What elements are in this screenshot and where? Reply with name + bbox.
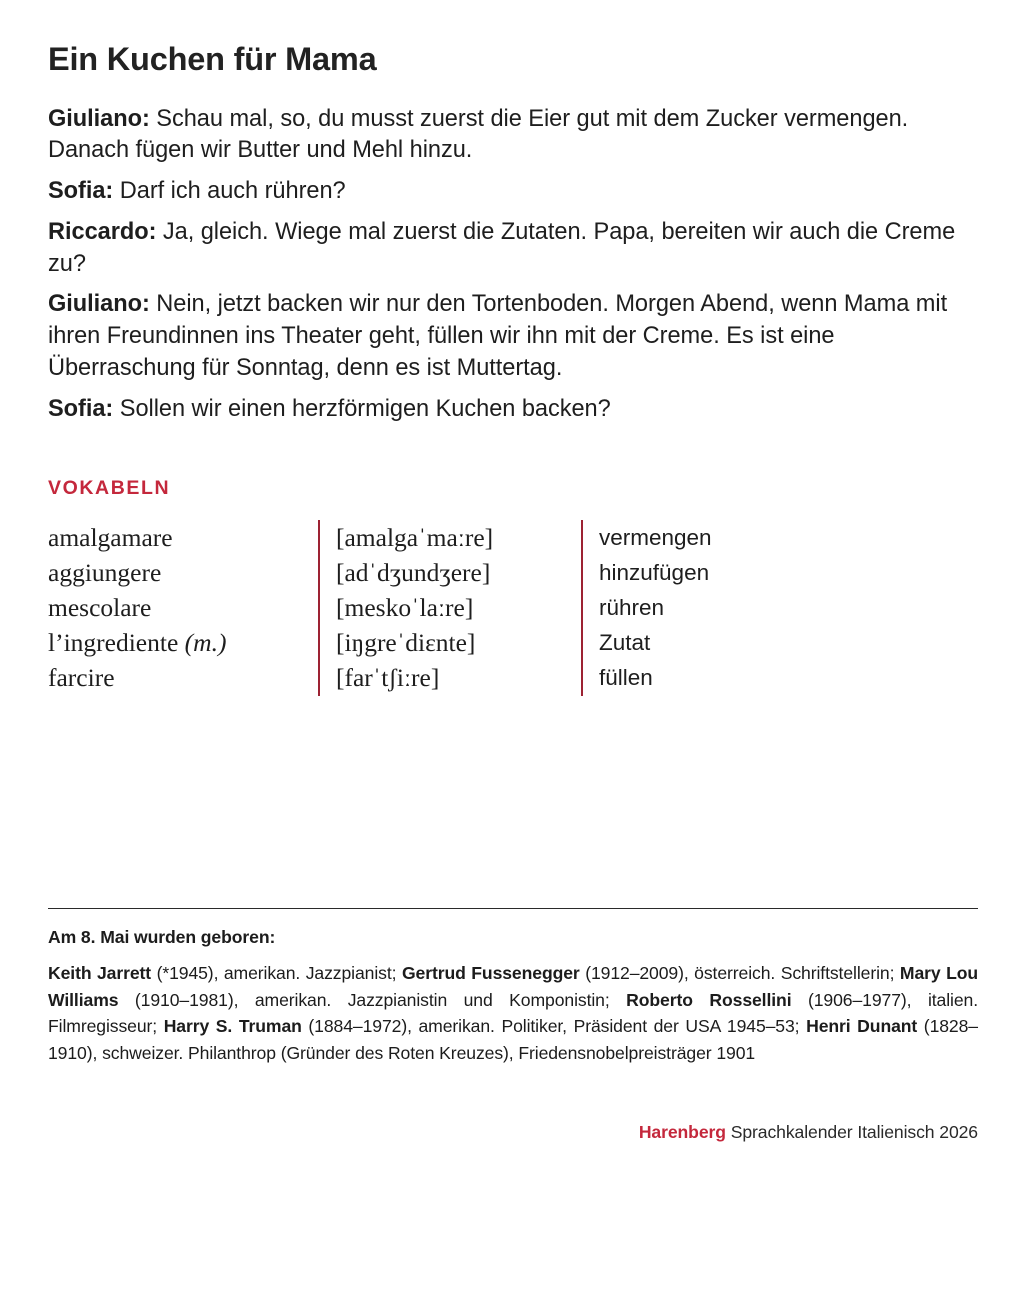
vocabulary-italian bbox=[48, 590, 319, 625]
birthday-person-name: Keith Jarrett bbox=[48, 963, 152, 983]
vocabulary-italian-word: mescolare bbox=[48, 593, 152, 623]
vocabulary-german: vermengen bbox=[582, 520, 712, 555]
birthday-person-detail: (1884–1972), amerikan. Politiker, Präsident der USA 1945–53; bbox=[301, 1016, 807, 1037]
vocabulary-italian-word: amalgamare bbox=[48, 523, 173, 553]
birthday-person-name: Henri Dunant bbox=[806, 1016, 918, 1037]
vocabulary-italian bbox=[48, 520, 319, 555]
dialogue-speaker: Riccardo: bbox=[48, 218, 157, 245]
birthday-person-detail: (1828–1910), schweizer. Philanthrop (Gründer des Roten Kreuzes), Friedensnobelpreisträger 1901 bbox=[48, 1016, 978, 1064]
vocabulary-italian-word: farcire bbox=[48, 663, 115, 693]
vocabulary-row bbox=[48, 520, 712, 555]
birthdays-title: Am 8. Mai wurden geboren: bbox=[48, 927, 276, 947]
vocabulary-ipa: [adˈdʒundʒere] bbox=[319, 555, 582, 590]
footer bbox=[48, 1122, 978, 1143]
footer-text: Sprachkalender Italienisch 2026 bbox=[725, 1122, 978, 1142]
vocabulary-italian bbox=[48, 625, 319, 660]
dialogue-speaker: Giuliano: bbox=[48, 105, 150, 132]
dialogue-line bbox=[48, 394, 958, 426]
vocabulary-german: Zutat bbox=[582, 625, 712, 660]
vocabulary-row bbox=[48, 555, 712, 590]
vocabulary-row bbox=[48, 625, 712, 660]
birthday-person-name: Gertrud Fussenegger bbox=[401, 963, 580, 983]
brand-name: Harenberg bbox=[638, 1122, 726, 1142]
vocabulary-gender-marker: (m.) bbox=[184, 628, 227, 658]
vocabulary-german: füllen bbox=[582, 660, 712, 695]
dialogue-line bbox=[48, 217, 958, 280]
vocabulary-heading: VOKABELN bbox=[48, 477, 171, 500]
vocabulary-ipa: [iŋgreˈdiɛnte] bbox=[319, 625, 582, 660]
dialogue-speaker: Sofia: bbox=[48, 178, 114, 205]
birthdays-section bbox=[48, 908, 978, 1067]
vocabulary-italian-word: l’ingrediente bbox=[48, 628, 179, 658]
dialogue-text: Sollen wir einen herzförmigen Kuchen backen? bbox=[113, 395, 611, 422]
dialogue-speaker: Giuliano: bbox=[48, 291, 150, 318]
vocabulary-row bbox=[48, 590, 712, 625]
vocabulary-table bbox=[48, 520, 712, 695]
vocabulary-german: hinzufügen bbox=[582, 555, 712, 590]
vocabulary-italian bbox=[48, 555, 319, 590]
dialogue-text: Ja, gleich. Wiege mal zuerst die Zutaten. Papa, bereiten wir auch die Creme zu? bbox=[48, 218, 956, 277]
section-divider bbox=[48, 908, 978, 909]
birthday-person-detail: (*1945), amerikan. Jazzpianist; bbox=[151, 963, 402, 983]
dialogue-line bbox=[48, 176, 958, 208]
vocabulary-italian-word: aggiungere bbox=[48, 558, 162, 588]
birthday-person-name: Harry S. Truman bbox=[163, 1016, 302, 1037]
birthday-person-detail: (1912–2009), österreich. Schriftstellerin; bbox=[579, 963, 900, 983]
vocabulary-ipa: [meskoˈlaːre] bbox=[319, 590, 582, 625]
dialogue-text: Nein, jetzt backen wir nur den Tortenboden. Morgen Abend, wenn Mama mit ihren Freundinnen ins Theater geht, füllen wir ihn mit der Creme. Es ist eine Überraschung für Sonntag, denn es ist Muttertag. bbox=[48, 291, 948, 381]
vocabulary-italian bbox=[48, 660, 319, 695]
vocabulary-german: rühren bbox=[582, 590, 712, 625]
dialogue-section bbox=[48, 104, 978, 425]
vocabulary-row bbox=[48, 660, 712, 695]
dialogue-text: Schau mal, so, du musst zuerst die Eier gut mit dem Zucker vermengen. Danach fügen wir Butter und Mehl hinzu. bbox=[48, 105, 909, 164]
birthdays-text bbox=[48, 960, 978, 1067]
dialogue-line bbox=[48, 104, 958, 167]
vocabulary-ipa: [farˈtʃiːre] bbox=[319, 660, 582, 695]
birthday-person-name: Mary Lou Williams bbox=[48, 963, 979, 1010]
vocabulary-ipa: [amalgaˈmaːre] bbox=[319, 520, 582, 555]
dialogue-speaker: Sofia: bbox=[48, 395, 114, 422]
dialogue-line bbox=[48, 289, 958, 384]
dialogue-text: Darf ich auch rühren? bbox=[113, 178, 346, 205]
birthday-person-name: Roberto Rossellini bbox=[626, 989, 792, 1010]
birthday-person-detail: (1910–1981), amerikan. Jazzpianistin und Komponistin; bbox=[118, 989, 627, 1010]
page-title: Ein Kuchen für Mama bbox=[48, 41, 377, 77]
birthday-person-detail: (1906–1977), italien. Filmregisseur; bbox=[48, 989, 978, 1037]
